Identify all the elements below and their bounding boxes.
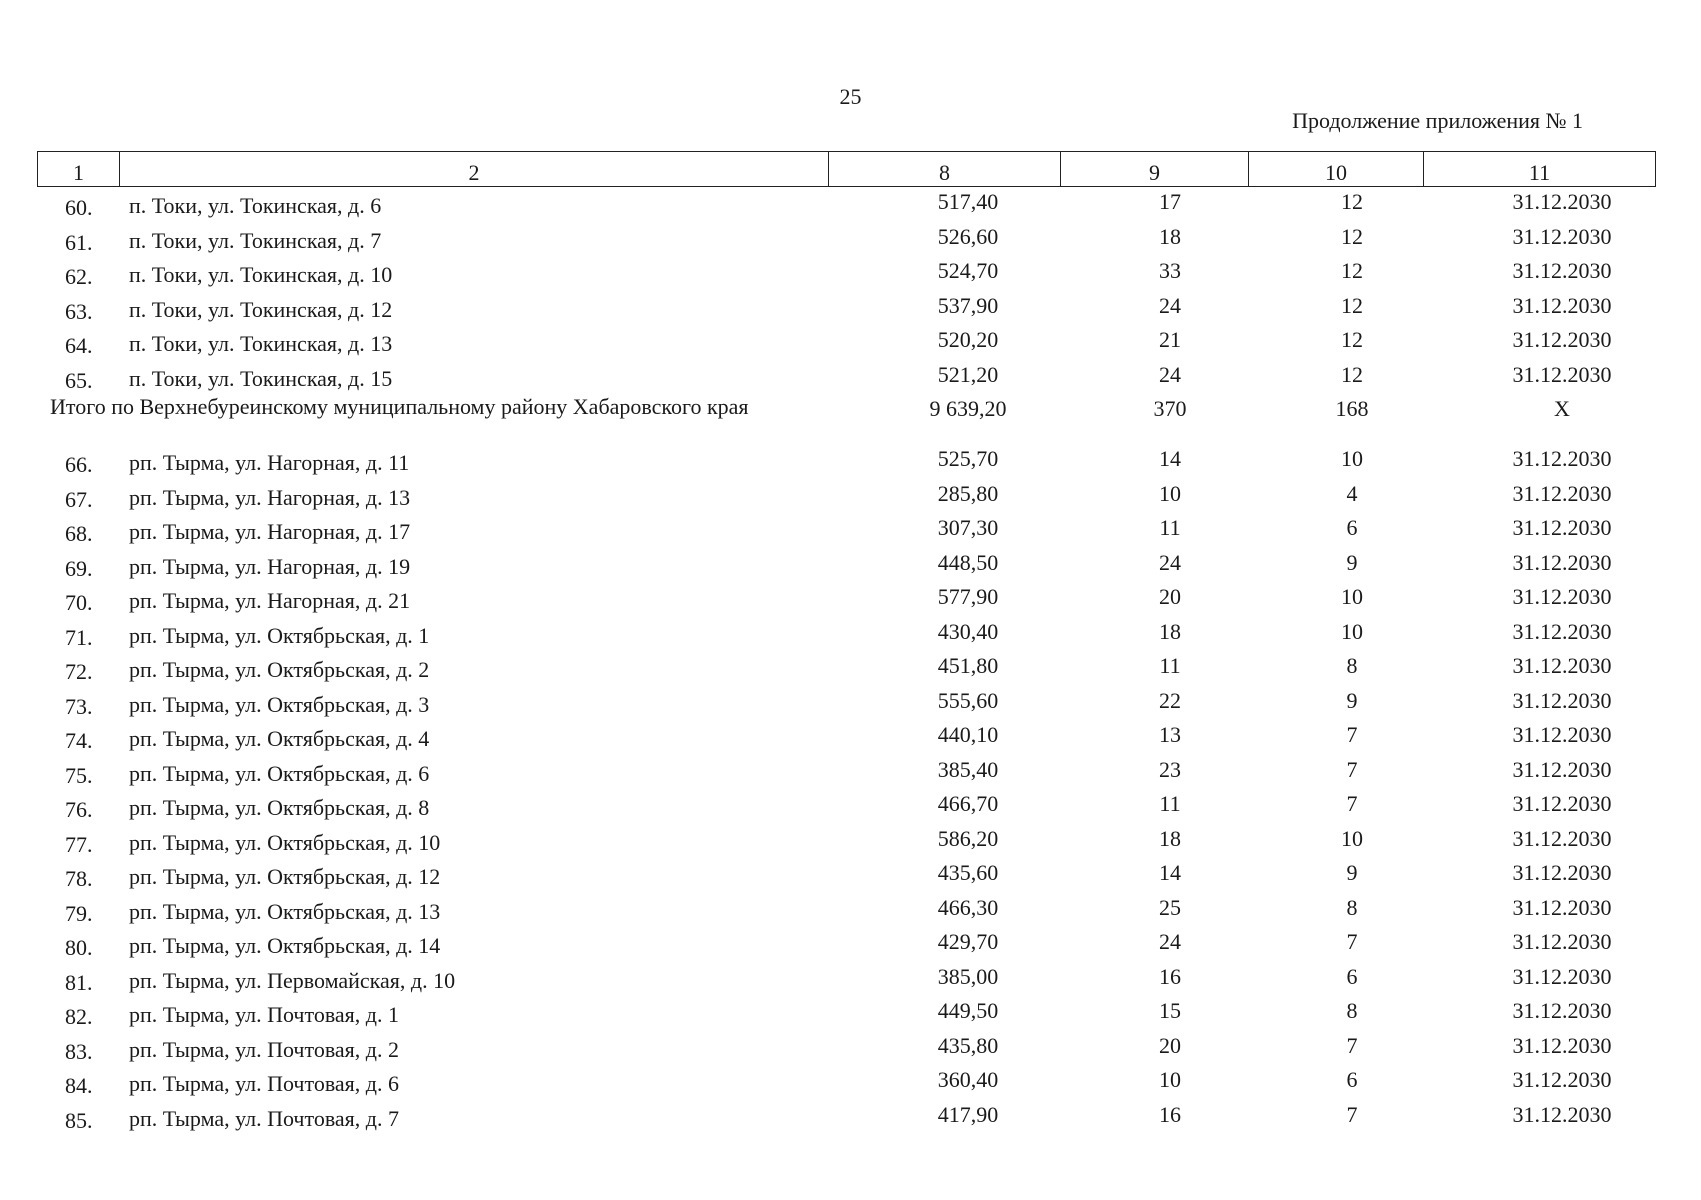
row-col-8: 555,60 [937, 687, 999, 713]
column-header-table [37, 151, 1656, 187]
row-number: 68. [65, 521, 93, 546]
row-number: 71. [65, 624, 93, 650]
table-row [37, 789, 1655, 824]
table-row [37, 479, 1655, 514]
table-row [37, 256, 1655, 291]
row-col-10: 6 [1346, 1067, 1358, 1092]
row-col-8: 307,30 [937, 515, 999, 540]
row-number: 73. [65, 693, 93, 719]
row-col-8: 521,20 [937, 361, 999, 387]
row-address: рп. Тырма, ул. Нагорная, д. 21 [129, 588, 411, 613]
row-col-8: 520,20 [937, 327, 999, 352]
table-row [37, 582, 1655, 617]
column-header: 1 [38, 152, 120, 187]
row-col-10: 8 [1346, 653, 1358, 678]
row-col-10: 10 [1341, 584, 1363, 609]
row-address: рп. Тырма, ул. Почтовая, д. 2 [129, 1036, 399, 1062]
subtotal-col-11: X [1554, 396, 1570, 421]
row-col-8: 285,80 [937, 480, 999, 506]
row-col-9: 18 [1159, 825, 1181, 851]
table-row [37, 720, 1655, 755]
row-col-8: 525,70 [937, 446, 999, 471]
row-col-11: 31.12.2030 [1512, 584, 1612, 609]
table-row [37, 360, 1655, 395]
table-row [37, 1100, 1655, 1135]
row-col-11: 31.12.2030 [1512, 361, 1612, 387]
row-number: 70. [65, 590, 93, 615]
row-col-11: 31.12.2030 [1512, 618, 1612, 644]
row-col-10: 7 [1346, 791, 1358, 816]
row-col-8: 449,50 [937, 998, 999, 1023]
row-address: рп. Тырма, ул. Октябрьская, д. 13 [129, 898, 441, 924]
row-col-10: 7 [1346, 929, 1358, 954]
row-col-11: 31.12.2030 [1512, 929, 1612, 954]
row-col-9: 24 [1159, 292, 1181, 318]
row-col-9: 23 [1159, 756, 1181, 782]
row-col-10: 9 [1346, 549, 1358, 575]
column-header-row [38, 152, 1656, 187]
row-address: рп. Тырма, ул. Октябрьская, д. 12 [129, 864, 441, 889]
row-col-10: 12 [1341, 292, 1363, 318]
row-col-10: 7 [1346, 756, 1358, 782]
row-address: рп. Тырма, ул. Почтовая, д. 7 [129, 1105, 399, 1131]
row-col-11: 31.12.2030 [1512, 1032, 1612, 1058]
row-number: 82. [65, 1004, 93, 1029]
row-col-11: 31.12.2030 [1512, 963, 1612, 989]
column-header: 8 [829, 152, 1061, 187]
row-col-11: 31.12.2030 [1512, 292, 1612, 318]
row-col-11: 31.12.2030 [1512, 1101, 1612, 1127]
row-address: рп. Тырма, ул. Октябрьская, д. 1 [129, 622, 430, 648]
row-col-8: 385,40 [937, 756, 999, 782]
table-body [37, 187, 1655, 1134]
column-header: 11 [1424, 152, 1656, 187]
table-row [37, 548, 1655, 583]
subtotal-col-10: 168 [1335, 396, 1369, 421]
row-col-9: 20 [1159, 1032, 1181, 1058]
row-col-11: 31.12.2030 [1512, 515, 1612, 540]
row-col-10: 8 [1346, 998, 1358, 1023]
table-row [37, 651, 1655, 686]
row-col-8: 466,70 [937, 791, 999, 816]
row-col-10: 6 [1346, 963, 1358, 989]
row-number: 61. [65, 229, 93, 255]
row-col-10: 7 [1346, 1101, 1358, 1127]
row-address: п. Токи, ул. Токинская, д. 10 [129, 262, 393, 287]
row-col-11: 31.12.2030 [1512, 894, 1612, 920]
table-row [37, 755, 1655, 790]
row-col-9: 10 [1159, 1067, 1181, 1092]
table-row [37, 513, 1655, 548]
table-row [37, 444, 1655, 479]
row-col-11: 31.12.2030 [1512, 258, 1612, 283]
row-col-8: 440,10 [937, 722, 999, 747]
row-address: п. Токи, ул. Токинская, д. 6 [129, 193, 382, 218]
row-address: рп. Тырма, ул. Октябрьская, д. 3 [129, 691, 430, 717]
row-address: рп. Тырма, ул. Первомайская, д. 10 [129, 967, 456, 993]
row-col-11: 31.12.2030 [1512, 480, 1612, 506]
row-address: рп. Тырма, ул. Нагорная, д. 13 [129, 484, 411, 510]
row-col-11: 31.12.2030 [1512, 223, 1612, 249]
row-col-10: 4 [1346, 480, 1358, 506]
row-col-11: 31.12.2030 [1512, 446, 1612, 471]
row-col-9: 11 [1159, 515, 1181, 540]
column-header: 2 [120, 152, 829, 187]
row-col-8: 517,40 [937, 189, 999, 214]
row-address: рп. Тырма, ул. Октябрьская, д. 2 [129, 657, 430, 682]
rows-bottom [37, 444, 1655, 1134]
row-col-9: 21 [1159, 327, 1181, 352]
row-col-9: 13 [1159, 722, 1181, 747]
table-row [37, 187, 1655, 222]
row-col-9: 18 [1159, 223, 1181, 249]
row-col-10: 12 [1341, 223, 1363, 249]
row-number: 76. [65, 797, 93, 822]
row-address: рп. Тырма, ул. Нагорная, д. 17 [129, 519, 411, 544]
row-address: рп. Тырма, ул. Нагорная, д. 11 [129, 450, 410, 475]
row-col-11: 31.12.2030 [1512, 549, 1612, 575]
column-header: 10 [1249, 152, 1424, 187]
row-number: 80. [65, 935, 93, 960]
row-address: п. Токи, ул. Токинская, д. 7 [129, 227, 382, 253]
row-col-9: 20 [1159, 584, 1181, 609]
row-col-11: 31.12.2030 [1512, 327, 1612, 352]
row-col-8: 430,40 [937, 618, 999, 644]
row-col-8: 524,70 [937, 258, 999, 283]
row-number: 72. [65, 659, 93, 684]
row-col-10: 10 [1341, 446, 1363, 471]
row-col-9: 15 [1159, 998, 1181, 1023]
subtotal-col-9: 370 [1153, 396, 1187, 421]
row-col-9: 14 [1159, 860, 1181, 885]
row-col-8: 417,90 [937, 1101, 999, 1127]
row-col-10: 9 [1346, 860, 1358, 885]
column-header: 9 [1061, 152, 1249, 187]
row-col-10: 12 [1341, 258, 1363, 283]
table-row [37, 927, 1655, 962]
rows-top [37, 187, 1655, 394]
row-address: п. Токи, ул. Токинская, д. 13 [129, 331, 393, 356]
row-col-10: 10 [1341, 618, 1363, 644]
row-col-8: 577,90 [937, 584, 999, 609]
row-number: 60. [65, 195, 93, 220]
row-number: 69. [65, 555, 93, 581]
row-col-9: 25 [1159, 894, 1181, 920]
row-number: 79. [65, 900, 93, 926]
row-address: рп. Тырма, ул. Октябрьская, д. 14 [129, 933, 441, 958]
row-col-9: 16 [1159, 1101, 1181, 1127]
row-col-9: 33 [1159, 258, 1181, 283]
row-col-8: 586,20 [937, 825, 999, 851]
row-address: рп. Тырма, ул. Октябрьская, д. 8 [129, 795, 430, 820]
row-number: 77. [65, 831, 93, 857]
row-number: 63. [65, 298, 93, 324]
table-row [37, 222, 1655, 257]
row-col-9: 10 [1159, 480, 1181, 506]
table-row [37, 858, 1655, 893]
row-col-9: 11 [1159, 653, 1181, 678]
row-col-11: 31.12.2030 [1512, 1067, 1612, 1092]
row-number: 62. [65, 264, 93, 289]
page-number-text: 25 [839, 84, 862, 109]
row-col-8: 526,60 [937, 223, 999, 249]
row-col-9: 18 [1159, 618, 1181, 644]
table-row [37, 617, 1655, 652]
row-col-8: 360,40 [937, 1067, 999, 1092]
row-col-10: 10 [1341, 825, 1363, 851]
row-number: 67. [65, 486, 93, 512]
row-col-8: 451,80 [937, 653, 999, 678]
table-row [37, 1031, 1655, 1066]
row-col-11: 31.12.2030 [1512, 653, 1612, 678]
row-number: 74. [65, 728, 93, 753]
row-col-8: 435,80 [937, 1032, 999, 1058]
table-row [37, 962, 1655, 997]
row-number: 78. [65, 866, 93, 891]
row-address: рп. Тырма, ул. Почтовая, д. 1 [129, 1002, 399, 1027]
row-col-10: 7 [1346, 722, 1358, 747]
row-col-11: 31.12.2030 [1512, 687, 1612, 713]
row-col-8: 537,90 [937, 292, 999, 318]
subtotal-col-8: 9 639,20 [929, 396, 1007, 421]
row-address: рп. Тырма, ул. Октябрьская, д. 6 [129, 760, 430, 786]
row-col-11: 31.12.2030 [1512, 722, 1612, 747]
table-row [37, 325, 1655, 360]
row-col-8: 429,70 [937, 929, 999, 954]
row-col-10: 12 [1341, 189, 1363, 214]
row-col-9: 22 [1159, 687, 1181, 713]
table-row [37, 996, 1655, 1031]
row-col-10: 9 [1346, 687, 1358, 713]
row-col-9: 16 [1159, 963, 1181, 989]
row-col-11: 31.12.2030 [1512, 189, 1612, 214]
row-address: п. Токи, ул. Токинская, д. 15 [129, 365, 393, 391]
table-row [37, 893, 1655, 928]
row-col-10: 12 [1341, 361, 1363, 387]
row-address: рп. Тырма, ул. Октябрьская, д. 10 [129, 829, 441, 855]
row-col-9: 24 [1159, 361, 1181, 387]
row-col-10: 7 [1346, 1032, 1358, 1058]
subtotal-label: Итого по Верхнебуреинскому муниципальному району Хабаровского края [50, 394, 749, 419]
row-address: рп. Тырма, ул. Нагорная, д. 19 [129, 553, 411, 579]
row-col-10: 6 [1346, 515, 1358, 540]
row-col-9: 14 [1159, 446, 1181, 471]
row-number: 75. [65, 762, 93, 788]
row-number: 84. [65, 1073, 93, 1098]
row-col-10: 8 [1346, 894, 1358, 920]
row-col-11: 31.12.2030 [1512, 860, 1612, 885]
row-col-11: 31.12.2030 [1512, 791, 1612, 816]
table-row [37, 824, 1655, 859]
row-number: 83. [65, 1038, 93, 1064]
row-col-8: 448,50 [937, 549, 999, 575]
continuation-label: Продолжение приложения № 1 [1292, 108, 1583, 133]
table-row [37, 1065, 1655, 1100]
row-col-11: 31.12.2030 [1512, 825, 1612, 851]
row-address: п. Токи, ул. Токинская, д. 12 [129, 296, 393, 322]
table-row [37, 686, 1655, 721]
row-number: 64. [65, 333, 93, 358]
row-number: 81. [65, 969, 93, 995]
row-address: рп. Тырма, ул. Почтовая, д. 6 [129, 1071, 399, 1096]
row-col-10: 12 [1341, 327, 1363, 352]
row-col-8: 435,60 [937, 860, 999, 885]
row-col-9: 24 [1159, 929, 1181, 954]
row-number: 85. [65, 1107, 93, 1133]
row-number: 66. [65, 452, 93, 477]
row-col-9: 11 [1159, 791, 1181, 816]
row-col-9: 17 [1159, 189, 1181, 214]
row-col-9: 24 [1159, 549, 1181, 575]
row-col-8: 385,00 [937, 963, 999, 989]
table-row [37, 291, 1655, 326]
row-col-11: 31.12.2030 [1512, 998, 1612, 1023]
row-number: 65. [65, 367, 93, 393]
row-address: рп. Тырма, ул. Октябрьская, д. 4 [129, 726, 430, 751]
row-col-11: 31.12.2030 [1512, 756, 1612, 782]
row-col-8: 466,30 [937, 894, 999, 920]
page-number [0, 84, 1701, 110]
subtotal-row [37, 394, 1655, 444]
